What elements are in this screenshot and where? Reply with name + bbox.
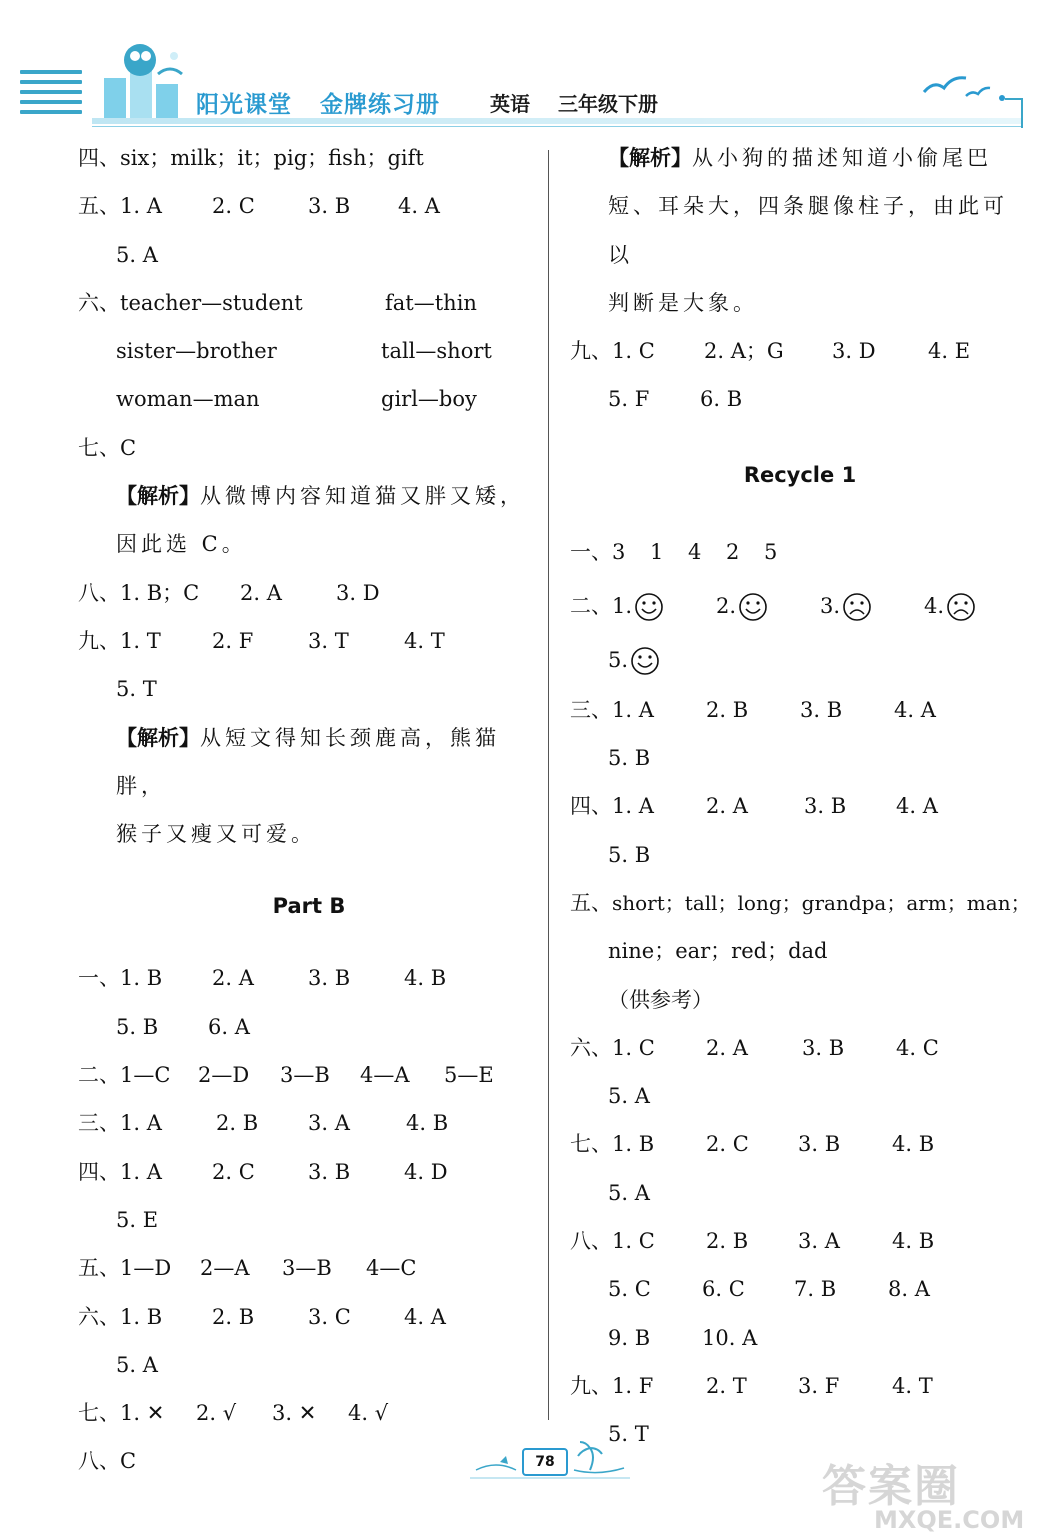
series-title: [196, 86, 468, 119]
watermark: [822, 1450, 1041, 1536]
answer-item: 5. F: [608, 387, 650, 412]
answer-item: 3. D: [832, 339, 876, 364]
answer-item: [608, 634, 660, 686]
analysis-note: [78, 714, 540, 859]
answer-item: 5. C: [608, 1277, 651, 1302]
answer-item: 2. C: [212, 1159, 255, 1184]
question-number: 六、: [78, 1304, 120, 1329]
answer-item: nine；ear；red；dad: [608, 939, 828, 964]
header-rule: [92, 126, 1022, 127]
answer-item: 1. T: [120, 628, 161, 653]
answer-item: 2: [726, 539, 740, 564]
answer-item: 5. A: [116, 242, 158, 267]
question-number: 一、: [570, 539, 612, 564]
answer-item: 1—D: [120, 1256, 172, 1281]
answer-item: 9. B: [608, 1325, 651, 1350]
answer-item: 6. B: [700, 387, 743, 412]
header-band: [92, 118, 1022, 124]
answer-item: 2. B: [706, 1229, 749, 1254]
analysis-text: 因此选 C。: [116, 532, 247, 557]
analysis-note: [78, 472, 540, 569]
answer-item: 4—A: [360, 1063, 410, 1088]
answer-item: 5. E: [116, 1207, 159, 1232]
answer-item: 3. T: [308, 628, 349, 653]
happy-face-icon: [738, 592, 768, 622]
seagulls-icon: [920, 66, 1020, 106]
analysis-text: 猴子又瘦又可爱。: [116, 822, 316, 847]
question-number: 五、: [570, 890, 612, 915]
answer-item: woman—man: [116, 387, 260, 412]
answer-item: 3. B: [798, 1132, 841, 1157]
analysis-text: 从微博内容知道猫又胖又矮，: [200, 484, 525, 509]
answer-line: [570, 1362, 1030, 1410]
question-number: 七、: [570, 1132, 612, 1157]
answer-line: [570, 327, 1030, 375]
page-header: [0, 0, 1041, 135]
answer-item: 2. F: [212, 628, 254, 653]
answer-item: C: [120, 1449, 137, 1474]
watermark-text: 答案圈: [822, 1461, 960, 1512]
question-number: 五、: [78, 1256, 120, 1281]
answer-item: 3—B: [280, 1063, 330, 1088]
answer-line: [78, 424, 540, 472]
answer-item: 5—E: [444, 1063, 494, 1088]
answer-line: [78, 182, 540, 230]
answer-item: 6. A: [208, 1014, 250, 1039]
section-title-recycle-1: Recycle 1: [743, 462, 857, 487]
answer-item: 2—D: [198, 1063, 250, 1088]
answer-line: [570, 831, 1030, 879]
book-subtitle: [490, 88, 686, 117]
answer-item: 6. C: [702, 1277, 745, 1302]
question-number: 九、: [570, 1373, 612, 1398]
answer-item: 3. B: [308, 966, 351, 991]
answer-item: 3. A: [308, 1111, 350, 1136]
answer-line: [78, 1341, 540, 1389]
answer-item: 3: [612, 539, 626, 564]
answer-item: 2. C: [212, 194, 255, 219]
answer-line: [78, 327, 540, 375]
question-number: 七、: [78, 1401, 120, 1426]
answer-item: 2. √: [196, 1401, 237, 1426]
answer-line: [78, 1293, 540, 1341]
answer-item: 2. B: [212, 1304, 255, 1329]
answer-item: fat—thin: [385, 290, 477, 315]
answer-line: [570, 1217, 1030, 1265]
answer-item: 2. C: [706, 1132, 749, 1157]
answer-line: [570, 1024, 1030, 1072]
answer-item: 4. A: [894, 697, 936, 722]
answer-item: 3. C: [308, 1304, 351, 1329]
answer-item: 3. D: [336, 580, 380, 605]
answer-item: 5. B: [608, 842, 651, 867]
answer-item: 1. A: [120, 1159, 162, 1184]
answer-item: 2. A: [706, 1035, 748, 1060]
question-number: 六、: [78, 290, 120, 315]
answer-item: 4: [688, 539, 702, 564]
question-number: 二、: [570, 593, 612, 618]
answer-number: 5.: [608, 647, 629, 672]
answer-line: [570, 734, 1030, 782]
answer-line: [78, 617, 540, 665]
answer-number: 4.: [924, 593, 945, 618]
answer-item: 1. A: [612, 697, 654, 722]
question-number: 四、: [78, 146, 120, 170]
question-number: 二、: [78, 1063, 120, 1088]
analysis-tag: 【解析】: [608, 145, 692, 170]
answer-item: 2. A；G: [704, 339, 784, 364]
answer-item: 5. T: [608, 1422, 649, 1447]
answer-item: C: [120, 435, 137, 460]
answer-line: [570, 375, 1030, 423]
header-stripes: [20, 70, 82, 122]
answer-item: 1. C: [612, 339, 655, 364]
answer-line: [78, 1003, 540, 1051]
answer-line: [570, 1169, 1030, 1217]
question-number: 八、: [78, 580, 120, 605]
answer-line: [78, 954, 540, 1002]
answer-item: 4. A: [896, 794, 938, 819]
answer-item: 3. A: [798, 1229, 840, 1254]
answer-item: 1. ✕: [120, 1401, 165, 1426]
answer-number: 1.: [612, 593, 633, 618]
page-footer: [470, 1440, 630, 1486]
analysis-text: 判断是大象。: [608, 290, 758, 315]
analysis-text: 从小狗的描述知道小偷尾巴: [692, 146, 992, 170]
answer-item: 5. T: [116, 677, 157, 702]
answer-item: 3. B: [308, 1159, 351, 1184]
answer-item: 5. B: [608, 746, 651, 771]
answer-line: [78, 279, 540, 327]
question-number: 四、: [570, 794, 612, 819]
question-number: 九、: [78, 628, 120, 653]
answer-item: 4. B: [892, 1229, 935, 1254]
answer-item: tall—short: [381, 339, 492, 364]
answer-item: [924, 578, 976, 634]
analysis-tag: 【解析】: [116, 724, 200, 750]
answer-item: 1. B: [120, 966, 163, 991]
page-number: 78: [522, 1448, 568, 1476]
answer-line: [570, 927, 1030, 975]
answer-item: 4. D: [404, 1159, 448, 1184]
answer-item: 4. √: [348, 1401, 389, 1426]
answer-item: 3. B: [802, 1035, 845, 1060]
answer-item: 4. A: [398, 194, 440, 219]
answer-item: 4. T: [404, 628, 445, 653]
section-title-part-b: Part B: [272, 894, 346, 919]
answer-item: 5. A: [608, 1084, 650, 1109]
answer-item: 1. F: [612, 1373, 654, 1398]
watermark-url: MXQE.COM: [874, 1506, 1025, 1534]
sad-face-icon: [946, 592, 976, 622]
answer-item: 1. A: [120, 194, 162, 219]
answer-line: [570, 634, 1030, 686]
answer-line: [78, 1389, 540, 1437]
answer-line: [570, 526, 1030, 578]
answer-item: 4. T: [892, 1373, 933, 1398]
series-name-a: 阳光课堂: [196, 92, 292, 118]
answer-item: 2—A: [200, 1256, 250, 1281]
question-number: 六、: [570, 1035, 612, 1060]
answer-line: [78, 1051, 540, 1099]
answer-item: 1. B: [120, 1304, 163, 1329]
answer-item: sister—brother: [116, 339, 277, 364]
answer-line: [570, 686, 1030, 734]
answer-item: 1. B；C: [120, 580, 200, 605]
answer-item: 2. B: [216, 1111, 259, 1136]
question-number: 八、: [570, 1229, 612, 1254]
answer-item: 3. F: [798, 1373, 840, 1398]
series-name-b: 金牌练习册: [320, 92, 440, 118]
answer-item: 1—C: [120, 1063, 171, 1088]
mascot-logo-icon: [96, 38, 192, 122]
answer-item: 1. A: [120, 1111, 162, 1136]
question-number: 九、: [570, 339, 612, 364]
answer-item: 2. B: [706, 697, 749, 722]
answer-item: 8. A: [888, 1277, 930, 1302]
answer-item: 4—C: [366, 1256, 417, 1281]
answer-item: teacher—student: [120, 290, 303, 315]
answer-item: 3. B: [308, 194, 351, 219]
answer-number: 3.: [820, 593, 841, 618]
answer-item: 1. C: [612, 1229, 655, 1254]
answer-line: [78, 665, 540, 713]
answer-item: 7. B: [794, 1277, 837, 1302]
answer-line: [78, 1099, 540, 1147]
answer-item: 4. A: [404, 1304, 446, 1329]
answer-item: 5. A: [608, 1180, 650, 1205]
answer-line: [78, 1148, 540, 1196]
answer-line: [78, 1196, 540, 1244]
answer-line: [78, 375, 540, 423]
analysis-tag: 【解析】: [116, 483, 200, 509]
answer-item: 1. B: [612, 1132, 655, 1157]
answer-item: 5. A: [116, 1352, 158, 1377]
answer-line: [570, 578, 1030, 634]
answer-item: 4. B: [404, 966, 447, 991]
question-number: 一、: [78, 966, 120, 991]
answer-line: [570, 1072, 1030, 1120]
analysis-text: 短、耳朵大，四条腿像柱子，由此可以: [608, 194, 1008, 267]
answer-item: 2. A: [706, 794, 748, 819]
question-number: 五、: [78, 194, 120, 219]
subject-label: 英语: [490, 92, 530, 116]
answer-line: [570, 976, 1030, 1024]
answer-line: [570, 1120, 1030, 1168]
answer-item: [612, 578, 716, 634]
happy-face-icon: [634, 592, 664, 622]
column-divider: [548, 150, 549, 1420]
answer-item: 3. ✕: [272, 1401, 317, 1426]
answer-item: 3. B: [800, 697, 843, 722]
answer-item: 2. A: [240, 580, 282, 605]
answer-line: [78, 569, 540, 617]
grade-label: 三年级下册: [558, 92, 658, 116]
answer-item: 3—B: [282, 1256, 332, 1281]
right-column: [570, 134, 1030, 1459]
sad-face-icon: [842, 592, 872, 622]
left-column: [78, 134, 540, 1486]
answer-item: short；tall；long；grandpa；arm；man；: [612, 890, 1031, 915]
answer-item: 2. T: [706, 1373, 747, 1398]
answer-item: 10. A: [702, 1325, 758, 1350]
question-number: 八、: [78, 1449, 120, 1474]
question-number: 三、: [570, 697, 612, 722]
answer-item: six；milk；it；pig；fish；gift: [120, 146, 424, 170]
answer-item: 3. B: [804, 794, 847, 819]
answer-line: [570, 1314, 1030, 1362]
question-number: 三、: [78, 1111, 120, 1136]
answer-item: 4. E: [928, 339, 971, 364]
answer-line: [570, 782, 1030, 830]
answer-item: 1. A: [612, 794, 654, 819]
question-number: 四、: [78, 1159, 120, 1184]
answer-item: [716, 578, 820, 634]
answer-item: [820, 578, 924, 634]
answer-line: [570, 879, 1030, 927]
answer-line: [570, 1265, 1030, 1313]
answer-item: 4. B: [892, 1132, 935, 1157]
answer-item: girl—boy: [381, 387, 477, 412]
answer-line: [78, 231, 540, 279]
happy-face-icon: [630, 646, 660, 676]
answer-item: 1. C: [612, 1035, 655, 1060]
answer-item: 4. C: [896, 1035, 939, 1060]
question-number: 七、: [78, 435, 120, 460]
answer-item: 2. A: [212, 966, 254, 991]
analysis-note: [570, 134, 1030, 327]
answer-item: 4. B: [406, 1111, 449, 1136]
answer-item: 5: [764, 539, 778, 564]
answer-item: 5. B: [116, 1014, 159, 1039]
answer-number: 2.: [716, 593, 737, 618]
reference-note: （供参考）: [608, 987, 713, 1012]
answer-line: [78, 134, 540, 182]
answer-item: 1: [650, 539, 664, 564]
answer-line: [78, 1244, 540, 1292]
analysis-text: 从短文得知长颈鹿高，熊猫胖，: [116, 725, 500, 798]
